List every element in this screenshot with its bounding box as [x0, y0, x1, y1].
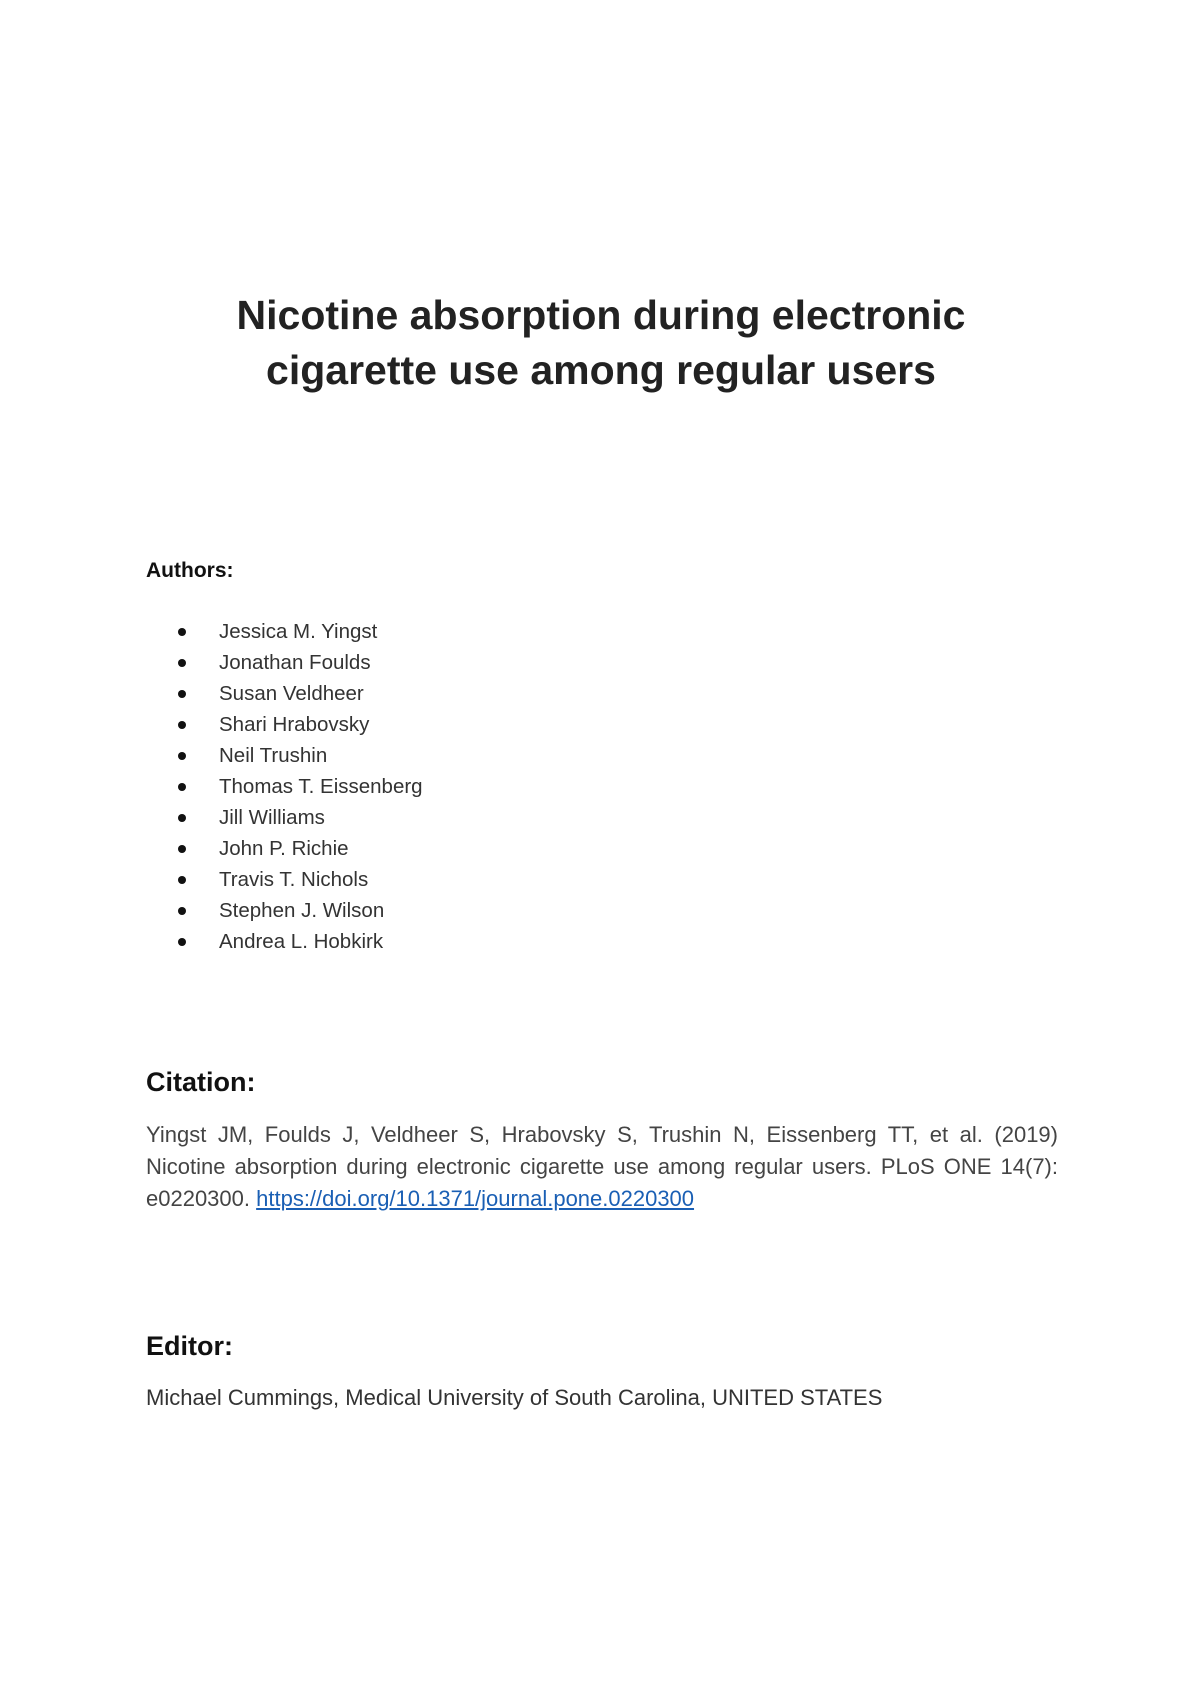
- author-list: [146, 616, 423, 957]
- authors-heading: Authors:: [146, 559, 234, 582]
- author-list-item: [146, 833, 423, 864]
- author-list-item: [146, 864, 423, 895]
- author-list-item: [146, 895, 423, 926]
- author-name: Shari Hrabovsky: [219, 713, 370, 736]
- author-list-item: [146, 678, 423, 709]
- author-list-item: [146, 709, 423, 740]
- bullet-icon: [178, 783, 186, 791]
- author-list-item: [146, 740, 423, 771]
- bullet-icon: [178, 721, 186, 729]
- editor-heading: Editor:: [146, 1331, 233, 1361]
- citation-heading: Citation:: [146, 1067, 256, 1097]
- bullet-icon: [178, 938, 186, 946]
- author-name: Neil Trushin: [219, 744, 328, 767]
- author-list-item: [146, 771, 423, 802]
- bullet-icon: [178, 845, 186, 853]
- author-name: Travis T. Nichols: [219, 868, 369, 891]
- author-list-item: [146, 802, 423, 833]
- author-list-item: [146, 926, 423, 957]
- author-name: Jessica M. Yingst: [219, 620, 378, 643]
- author-name: Susan Veldheer: [219, 682, 364, 705]
- bullet-icon: [178, 907, 186, 915]
- title-line-1: Nicotine absorption during electronic: [236, 292, 966, 338]
- bullet-icon: [178, 752, 186, 760]
- citation-body: Yingst JM, Foulds J, Veldheer S, Hrabovsky S, Trushin N, Eissenberg TT, et al. (2019) Nicotine absorption during electronic cigarette use among regular users. PLoS ONE 14(7): e0220300.: [146, 1122, 1058, 1211]
- author-list-item: [146, 616, 423, 647]
- citation-text: [146, 1119, 1058, 1215]
- author-list-item: [146, 647, 423, 678]
- editor-text: Michael Cummings, Medical University of South Carolina, UNITED STATES: [146, 1385, 883, 1410]
- author-name: Jonathan Foulds: [219, 651, 371, 674]
- bullet-icon: [178, 876, 186, 884]
- bullet-icon: [178, 659, 186, 667]
- author-name: Stephen J. Wilson: [219, 899, 385, 922]
- doi-link[interactable]: https://doi.org/10.1371/journal.pone.0220300: [256, 1186, 695, 1211]
- author-name: Thomas T. Eissenberg: [219, 775, 423, 798]
- bullet-icon: [178, 690, 186, 698]
- author-name: Jill Williams: [219, 806, 325, 829]
- author-name: Andrea L. Hobkirk: [219, 930, 384, 953]
- title-line-2: cigarette use among regular users: [266, 347, 936, 393]
- author-name: John P. Richie: [219, 837, 349, 860]
- bullet-icon: [178, 814, 186, 822]
- bullet-icon: [178, 628, 186, 636]
- document-title: [146, 288, 1056, 398]
